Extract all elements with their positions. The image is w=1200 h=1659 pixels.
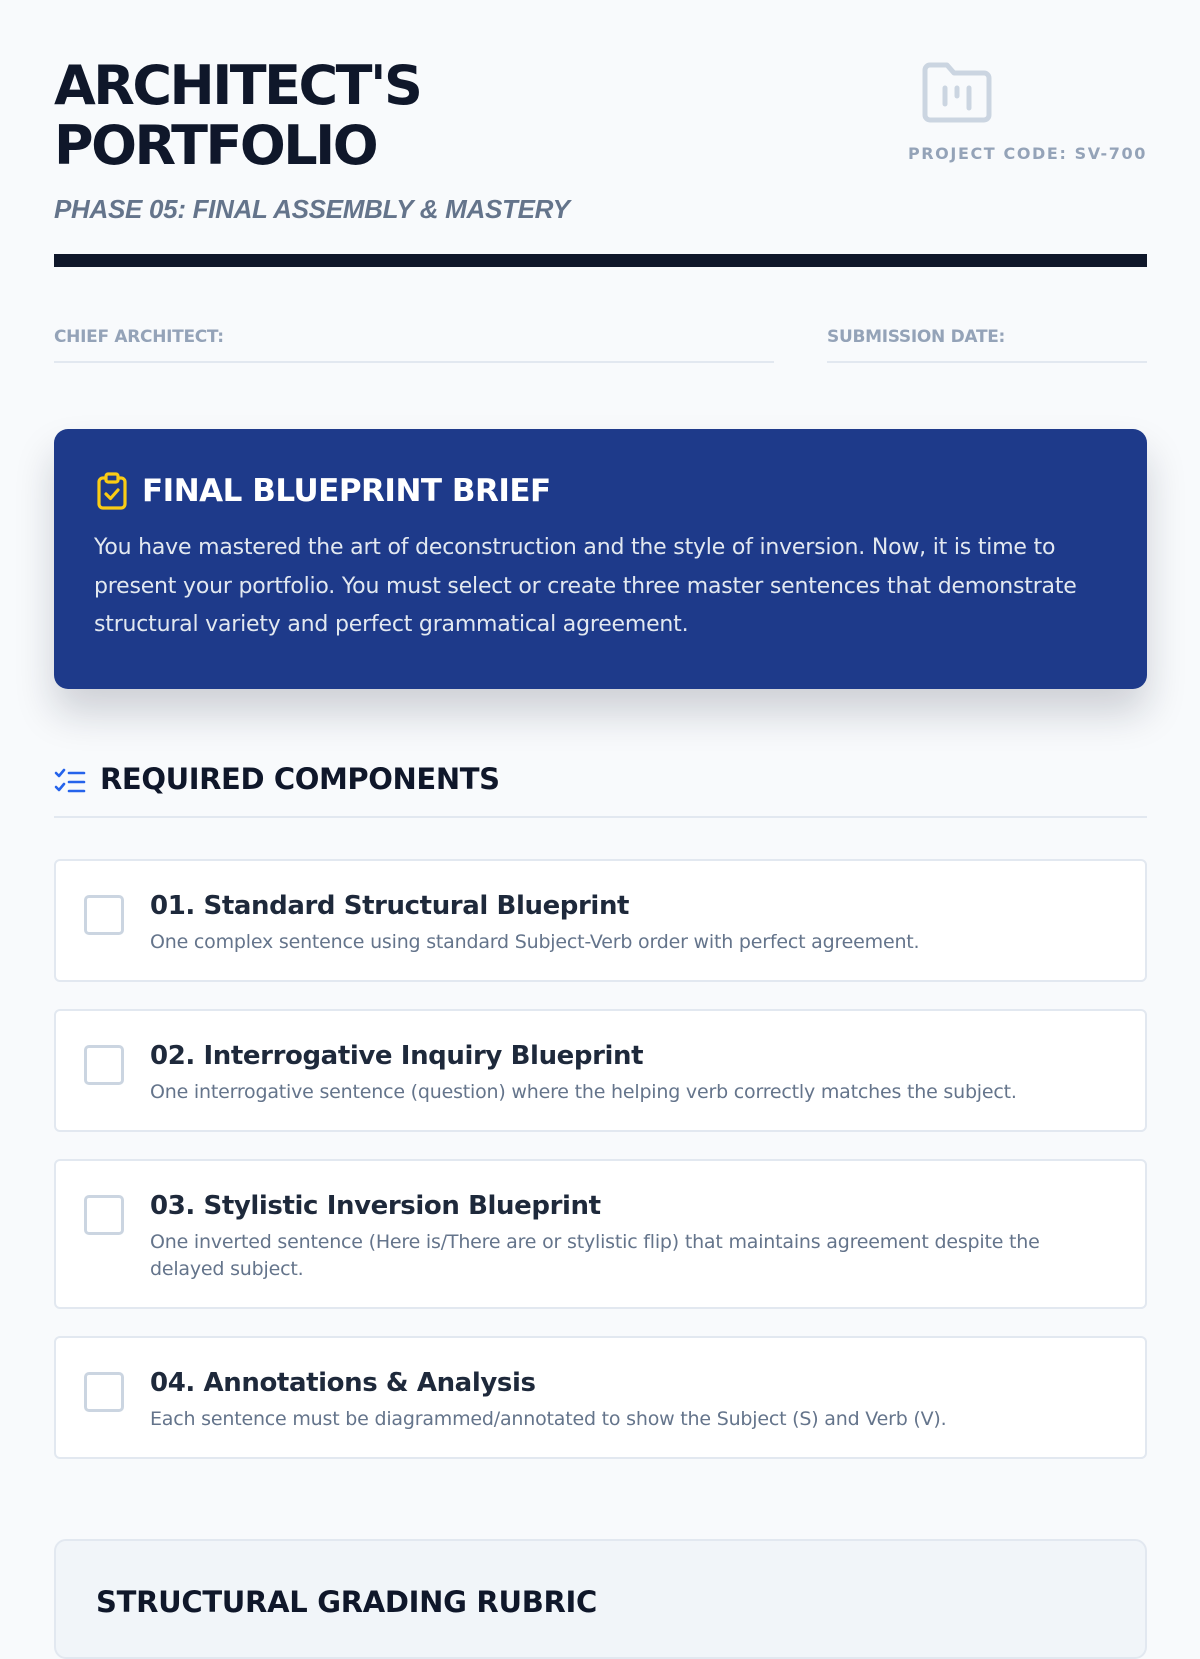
grading-rubric-card <box>54 1539 1147 1659</box>
blueprint-brief-card <box>54 429 1147 689</box>
page-subtitle: PHASE 05: FINAL ASSEMBLY & MASTERY <box>54 194 570 224</box>
list-checks-icon <box>54 766 86 798</box>
required-components-title: REQUIRED COMPONENTS <box>100 762 500 796</box>
title-block <box>54 56 574 225</box>
chief-architect-field[interactable] <box>54 327 774 363</box>
folder-kanban-icon <box>919 58 995 126</box>
requirement-title: 01. Standard Structural Blueprint <box>150 891 630 921</box>
requirement-checkbox[interactable] <box>84 1045 124 1085</box>
header-divider <box>54 254 1147 267</box>
rubric-title: STRUCTURAL GRADING RUBRIC <box>96 1585 598 1619</box>
portfolio-page <box>54 0 1147 1619</box>
submission-date-label: SUBMISSION DATE: <box>827 327 1006 347</box>
clipboard-check-icon <box>94 471 130 511</box>
requirement-item <box>54 1009 1147 1132</box>
brief-header <box>94 471 1107 511</box>
signature-fields <box>54 327 1147 363</box>
required-components-header <box>54 758 1147 818</box>
chief-architect-label: CHIEF ARCHITECT: <box>54 327 224 347</box>
requirement-item <box>54 1159 1147 1309</box>
requirement-title: 02. Interrogative Inquiry Blueprint <box>150 1041 644 1071</box>
brief-title: FINAL BLUEPRINT BRIEF <box>142 473 551 509</box>
requirement-description: Each sentence must be diagrammed/annotated to show the Subject (S) and Verb (V). <box>150 1408 947 1430</box>
requirement-checkbox[interactable] <box>84 1372 124 1412</box>
submission-date-field[interactable] <box>827 327 1147 363</box>
requirement-description: One inverted sentence (Here is/There are or stylistic flip) that maintains agreement despite the delayed subject. <box>150 1231 1040 1280</box>
project-code: PROJECT CODE: SV-700 <box>907 144 1147 163</box>
requirement-title: 03. Stylistic Inversion Blueprint <box>150 1191 601 1221</box>
requirement-description: One complex sentence using standard Subject-Verb order with perfect agreement. <box>150 931 920 953</box>
requirement-item <box>54 859 1147 982</box>
requirement-description: One interrogative sentence (question) where the helping verb correctly matches the subject. <box>150 1081 1017 1103</box>
page-title: ARCHITECT'S PORTFOLIO <box>54 54 421 177</box>
header <box>54 0 1147 268</box>
requirement-checkbox[interactable] <box>84 895 124 935</box>
brief-text: You have mastered the art of deconstruction and the style of inversion. Now, it is time to present your portfolio. You must select or create three master sentences that demonstrate structural variety and perfect grammatical agreement. <box>94 535 1077 637</box>
requirement-item <box>54 1336 1147 1459</box>
requirement-title: 04. Annotations & Analysis <box>150 1368 536 1398</box>
requirement-checkbox[interactable] <box>84 1195 124 1235</box>
